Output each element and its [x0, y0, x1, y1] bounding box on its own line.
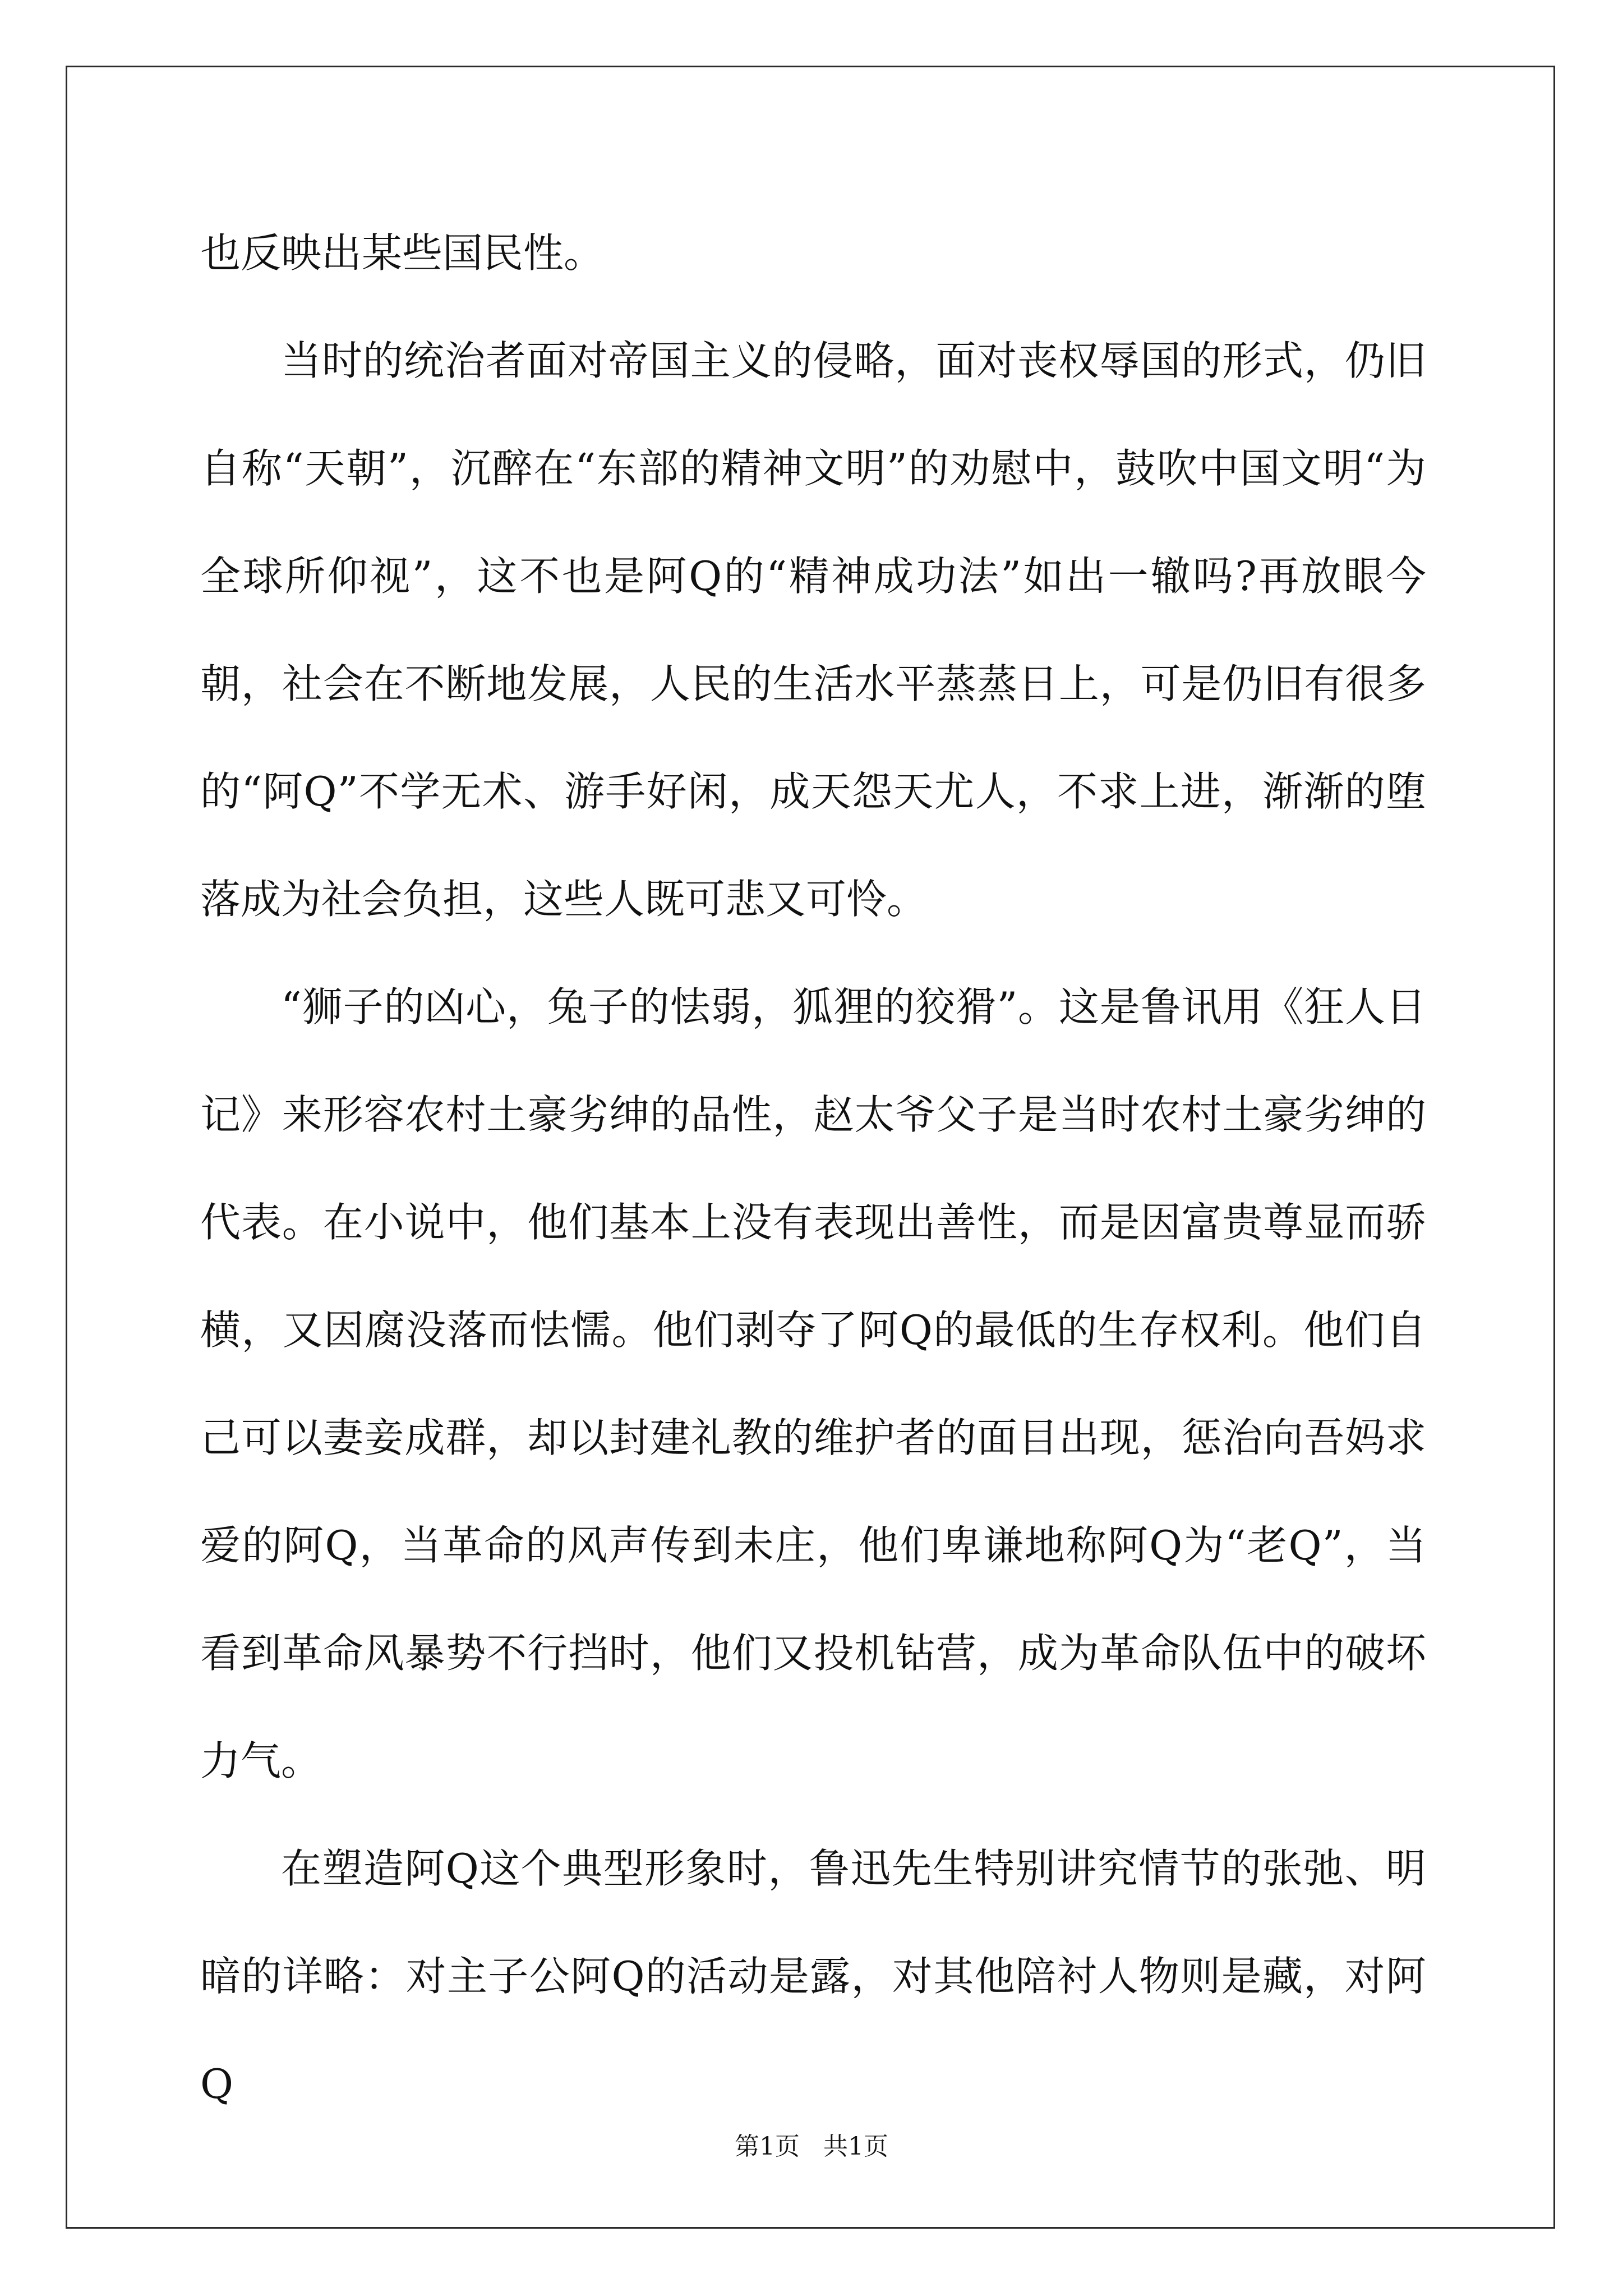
paragraph-2: 当时的统治者面对帝国主义的侵略，面对丧权辱国的形式，仍旧自称“天朝”，沉醉在“东部的精神文明”的劝慰中，鼓吹中国文明“为全球所仰视”，这不也是阿Q的“精神成功法”如出一辙吗?再放眼今朝，社会在不断地发展，人民的生活水平蒸蒸日上，可是仍旧有很多的“阿Q”不学无术、游手好闲，成天怨天尤人，不求上进，渐渐的堕落成为社会负担，这些人既可悲又可怜。: [200, 337, 1426, 923]
page-footer: [0, 2126, 1623, 2162]
page-total: 共1页: [823, 2132, 888, 2161]
page-number: 第1页: [735, 2132, 800, 2161]
paragraph-4: 在塑造阿Q这个典型形象时，鲁迅先生特别讲究情节的张弛、明暗的详略：对主子公阿Q的活动是露，对其他陪衬人物则是藏，对阿Q: [200, 1845, 1426, 2108]
paragraph-3: “狮子的凶心，兔子的怯弱，狐狸的狡猾”。这是鲁讯用《狂人日记》来形容农村土豪劣绅的品性，赵太爷父子是当时农村土豪劣绅的代表。在小说中，他们基本上没有表现出善性，而是因富贵尊显而骄横，又因腐没落而怯懦。他们剥夺了阿Q的最低的生存权利。他们自己可以妻妾成群，却以封建礼教的维护者的面目出现，惩治向吾妈求爱的阿Q，当革命的风声传到未庄，他们卑谦地称阿Q为“老Q”，当看到革命风暴势不行挡时，他们又投机钻营，成为革命队伍中的破坏力气。: [200, 983, 1426, 1784]
document-body: [200, 199, 1426, 2138]
paragraph-1: 也反映出某些国民性。: [200, 229, 605, 277]
